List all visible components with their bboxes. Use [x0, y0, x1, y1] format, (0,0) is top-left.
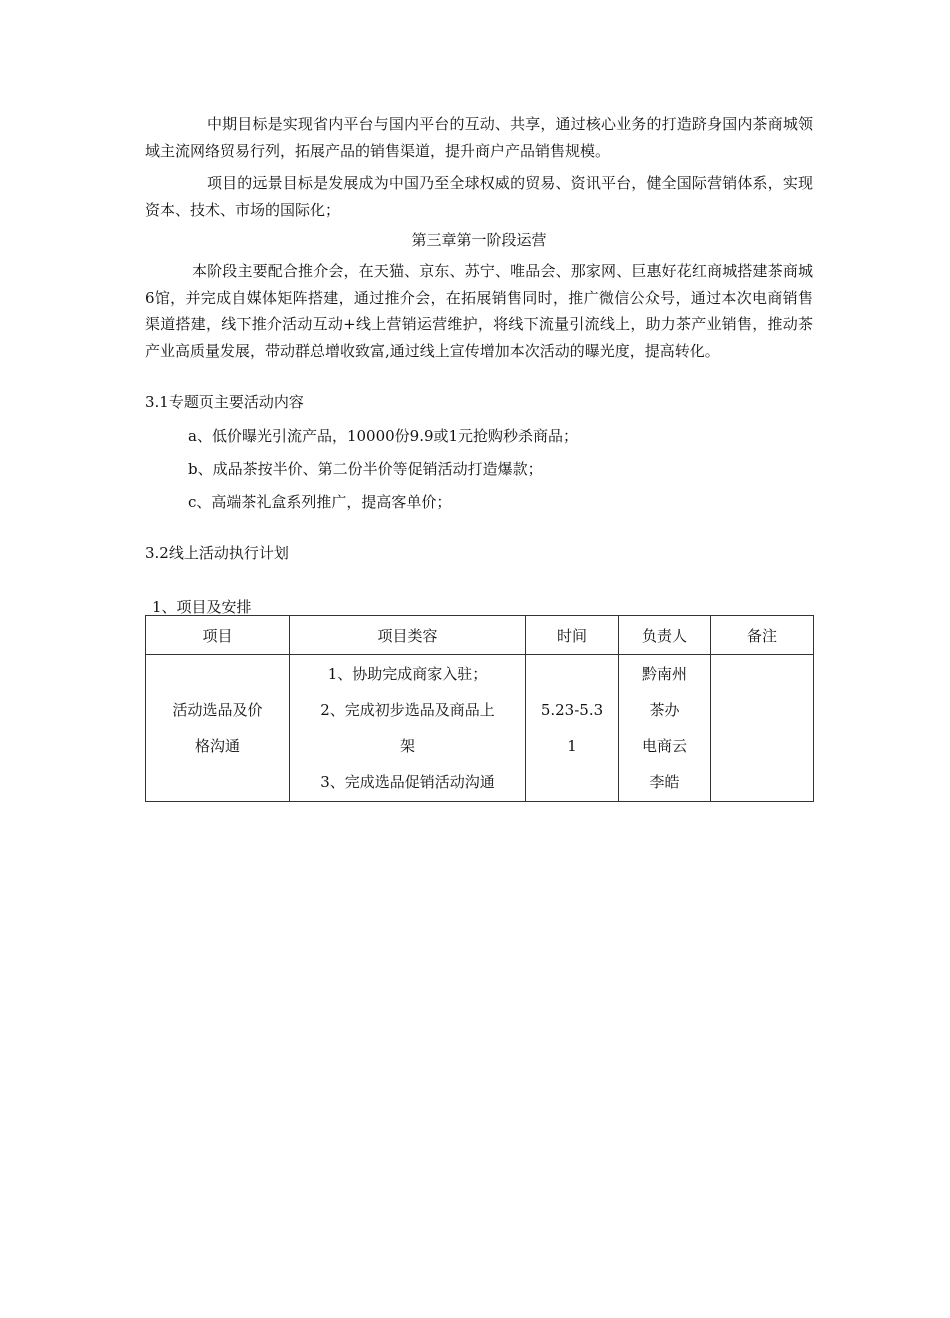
- cell-text: 3、完成选品促销活动沟通: [320, 773, 495, 791]
- list-item: c、高端茶礼盒系列推广，提高客单价；: [188, 493, 452, 511]
- header-owner: 负责人: [619, 616, 711, 655]
- section-heading-3-2: 3.2线上活动执行计划: [145, 544, 289, 562]
- cell-note: [711, 655, 814, 802]
- cell-owner: [619, 655, 711, 802]
- table-header-row: [146, 616, 814, 655]
- cell-text: 架: [399, 737, 415, 755]
- cell-content: [290, 655, 526, 802]
- cell-text: 李皓: [649, 773, 680, 791]
- cell-text: 5.23-5.3: [540, 701, 604, 719]
- cell-text: 黔南州: [641, 665, 687, 683]
- header-project: 项目: [146, 616, 290, 655]
- cell-text: 电商云: [641, 737, 687, 755]
- cell-text: 格沟通: [194, 737, 240, 755]
- header-content: 项目类容: [290, 616, 526, 655]
- header-time: 时间: [526, 616, 619, 655]
- section-heading-3-1: 3.1专题页主要活动内容: [145, 393, 304, 411]
- table-caption: 1、项目及安排: [152, 598, 252, 616]
- paragraph-long-term-goal: 项目的远景目标是发展成为中国乃至全球权威的贸易、资讯平台，健全国际营销体系，实现资本、技术、市场的国际化；: [145, 174, 813, 219]
- header-note: 备注: [711, 616, 814, 655]
- cell-text: 茶办: [649, 701, 680, 719]
- list-item: b、成品茶按半价、第二份半价等促销活动打造爆款；: [188, 460, 543, 478]
- list-item: a、低价曝光引流产品，10000份9.9或1元抢购秒杀商品；: [188, 427, 579, 445]
- cell-text: 1: [567, 737, 577, 755]
- schedule-table: [145, 615, 814, 802]
- cell-text: 2、完成初步选品及商品上: [320, 701, 495, 719]
- paragraph-phase-overview: 本阶段主要配合推介会，在天猫、京东、苏宁、唯品会、那家网、巨惠好花红商城搭建茶商城6馆，并完成自媒体矩阵搭建，通过推介会，在拓展销售同时，推广微信公众号，通过本次电商销售渠道搭建，线下推介活动互动+线上营销运营维护，将线下流量引流线上，助力茶产业销售，推动茶产业高质量发展，带动群总增收致富,通过线上宣传增加本次活动的曝光度，提高转化。: [145, 262, 813, 360]
- paragraph-mid-term-goal: 中期目标是实现省内平台与国内平台的互动、共享，通过核心业务的打造跻身国内茶商城领域主流网络贸易行列，拓展产品的销售渠道，提升商户产品销售规模。: [145, 115, 813, 160]
- cell-project: [146, 655, 290, 802]
- cell-text: 活动选品及价: [172, 701, 263, 719]
- table-row: [146, 655, 814, 802]
- cell-time: [526, 655, 619, 802]
- cell-text: 1、协助完成商家入驻；: [327, 665, 488, 683]
- chapter-title: 第三章第一阶段运营: [411, 231, 547, 249]
